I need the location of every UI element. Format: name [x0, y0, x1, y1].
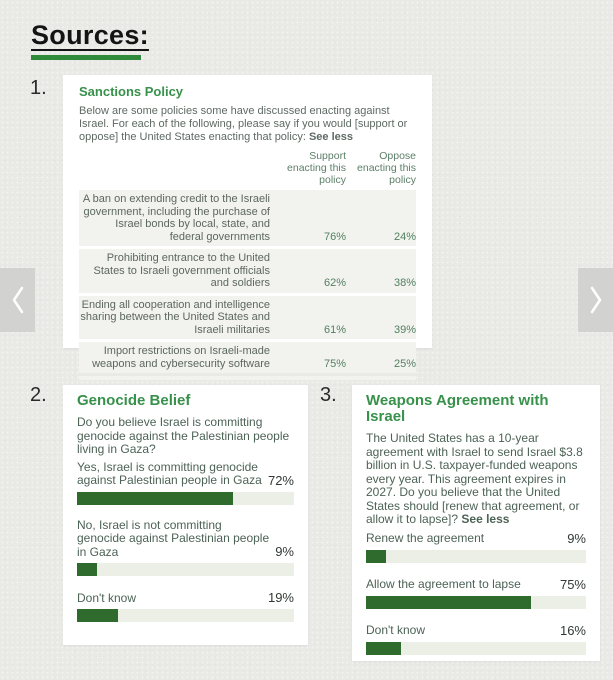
genocide-question: Do you believe Israel is committing genocide against the Palestinian people living in Gaza? [77, 415, 290, 456]
bar-track [366, 550, 586, 563]
bar-fill [366, 550, 386, 563]
table-row [79, 296, 416, 340]
bar-track [77, 492, 294, 505]
sanctions-title: Sanctions Policy [79, 84, 184, 99]
source-number-2: 2. [30, 384, 47, 406]
table-footer-strip [79, 376, 416, 380]
bar-value: 72% [267, 472, 294, 488]
table-row [79, 249, 416, 293]
bar-value: 16% [559, 622, 586, 638]
chevron-right-icon [588, 286, 604, 314]
bar-value: 75% [559, 576, 586, 592]
bar-value: 19% [267, 590, 294, 605]
weapons-intro [366, 432, 586, 527]
support-value: 62% [323, 277, 346, 289]
table-row [79, 190, 416, 246]
bar-label: Don't know [366, 623, 425, 637]
bar-fill [366, 596, 531, 609]
bar-label: No, Israel is not committing genocide against Palestinian people in Gaza [77, 517, 270, 559]
bar-track [366, 596, 586, 609]
genocide-title: Genocide Belief [77, 392, 191, 409]
bar-row [366, 623, 586, 655]
bar-row [366, 531, 586, 563]
sanctions-intro-text: Below are some policies some have discussed enacting against Israel. For each of the following, please say if you would [support or oppose] the United States enacting that policy: [79, 105, 408, 143]
policy-label: A ban on extending credit to the Israeli government, including the purchase of Israel bonds by local, state, and federal governments [82, 193, 270, 243]
support-value: 76% [323, 230, 346, 243]
weapons-intro-text: The United States has a 10-year agreement with Israel to send Israel $3.8 billion in U.S. taxpayer-funded weapons every year. This agreement expires in 2027. Do you believe that the United States should [renew that agreement, or allow it to lapse]? [366, 431, 583, 526]
bar-track [366, 642, 586, 655]
see-less-toggle[interactable]: See less [308, 131, 353, 143]
page-header [31, 20, 149, 60]
bar-label: Don't know [77, 590, 136, 605]
genocide-belief-card [63, 385, 308, 645]
source-number-1: 1. [30, 77, 47, 99]
page-title: Sources: [31, 20, 149, 50]
support-value: 61% [323, 323, 346, 336]
support-column-header: Support enacting this policy [287, 150, 346, 186]
bar-fill [77, 492, 233, 505]
bar-track [77, 563, 294, 576]
bar-value: 9% [567, 530, 586, 546]
source-number-3: 3. [320, 384, 337, 406]
weapons-title: Weapons Agreement with Israel [366, 392, 549, 425]
weapons-agreement-card [352, 385, 600, 661]
carousel-prev-button[interactable] [0, 268, 35, 332]
bar-fill [77, 609, 118, 622]
carousel-next-button[interactable] [578, 268, 613, 332]
bar-row [77, 519, 294, 577]
chevron-left-icon [10, 286, 26, 314]
bar-value: 9% [275, 544, 294, 559]
table-row [79, 342, 416, 373]
table-header-row [79, 150, 416, 186]
bar-fill [366, 642, 401, 655]
sanctions-policy-card [63, 75, 432, 370]
oppose-value: 39% [393, 323, 416, 336]
bar-label: Renew the agreement [366, 531, 485, 545]
see-less-toggle[interactable]: See less [461, 512, 510, 526]
policy-label: Ending all cooperation and intelligence sharing between the United States and Israeli militaries [80, 298, 270, 336]
oppose-column-header: Oppose enacting this policy [357, 150, 416, 186]
bar-row [77, 590, 294, 622]
sanctions-intro [79, 105, 416, 144]
oppose-value: 24% [393, 230, 416, 243]
bar-row [366, 577, 586, 609]
title-underline [31, 55, 141, 60]
bar-fill [77, 563, 97, 576]
bar-row [77, 461, 294, 505]
bar-label: Allow the agreement to lapse [366, 577, 521, 591]
bar-label: Yes, Israel is committing genocide against Palestinian people in Gaza [77, 459, 262, 487]
support-value: 75% [323, 357, 346, 370]
policy-label: Import restrictions on Israeli-made weapons and cybersecurity software [92, 345, 270, 370]
policy-label: Prohibiting entrance to the United States to Israeli government officials and soldiers [93, 252, 270, 289]
oppose-value: 38% [393, 277, 416, 289]
bar-track [77, 609, 294, 622]
policy-column-spacer [79, 150, 276, 186]
oppose-value: 25% [393, 357, 416, 370]
